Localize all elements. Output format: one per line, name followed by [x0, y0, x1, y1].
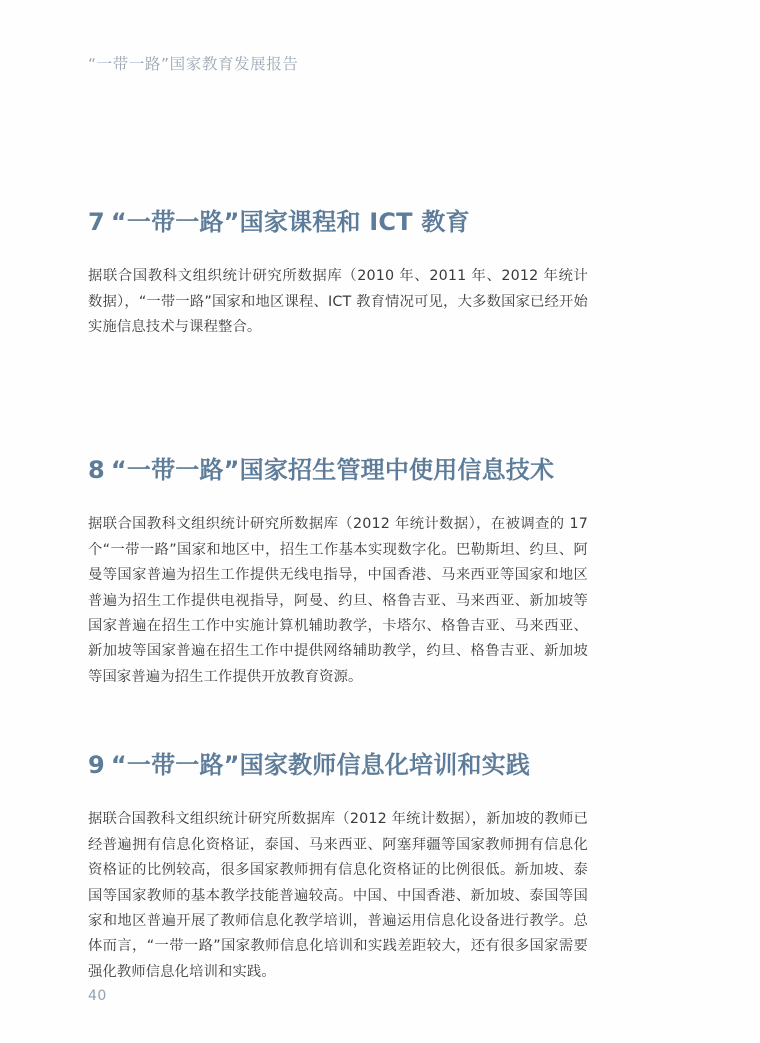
section-8-paragraph: 据联合国教科文组织统计研究所数据库（2012 年统计数据），在被调查的 17 个“一带一路”国家和地区中，招生工作基本实现数字化。巴勒斯坦、约旦、阿曼等国家普遍为招生工作提供无线电指导，中国香港、马来西亚等国家和地区普遍为招生工作提供电视指导，阿曼、约旦、格鲁吉亚、马来西亚、新加坡等国家普遍在招生工作中实施计算机辅助教学，卡塔尔、格鲁吉亚、马来西亚、新加坡等国家普遍在招生工作中提供网络辅助教学，约旦、格鲁吉亚、新加坡等国家普遍为招生工作提供开放教育资源。 [88, 516, 588, 685]
section-8-heading-text: “一带一路”国家招生管理中使用信息技术 [110, 456, 555, 484]
section-8-heading [88, 454, 588, 486]
section-7 [88, 206, 588, 341]
section-7-heading [88, 206, 588, 238]
section-9-number: 9 [88, 751, 105, 779]
section-8 [88, 454, 588, 690]
section-8-number: 8 [88, 456, 105, 484]
section-9-heading-text: “一带一路”国家教师信息化培训和实践 [110, 751, 531, 779]
page-number: 40 [88, 988, 107, 1004]
section-7-paragraph: 据联合国教科文组织统计研究所数据库（2010 年、2011 年、2012 年统计数据），“一带一路”国家和地区课程、ICT 教育情况可见，大多数国家已经开始实施信息技术与课程整合。 [88, 268, 588, 336]
section-7-number: 7 [88, 208, 105, 236]
section-7-heading-text: “一带一路”国家课程和 ICT 教育 [110, 208, 470, 236]
running-header: “一带一路”国家教育发展报告 [88, 55, 299, 73]
section-9 [88, 749, 588, 985]
section-9-heading [88, 749, 588, 781]
section-9-paragraph: 据联合国教科文组织统计研究所数据库（2012 年统计数据），新加坡的教师已经普遍拥有信息化资格证，泰国、马来西亚、阿塞拜疆等国家教师拥有信息化资格证的比例较高，很多国家教师拥有信息化资格证的比例很低。新加坡、泰国等国家教师的基本教学技能普遍较高。中国、中国香港、新加坡、泰国等国家和地区普遍开展了教师信息化教学培训，普遍运用信息化设备进行教学。总体而言，“一带一路”国家教师信息化培训和实践差距较大，还有很多国家需要强化教师信息化培训和实践。 [88, 811, 588, 980]
